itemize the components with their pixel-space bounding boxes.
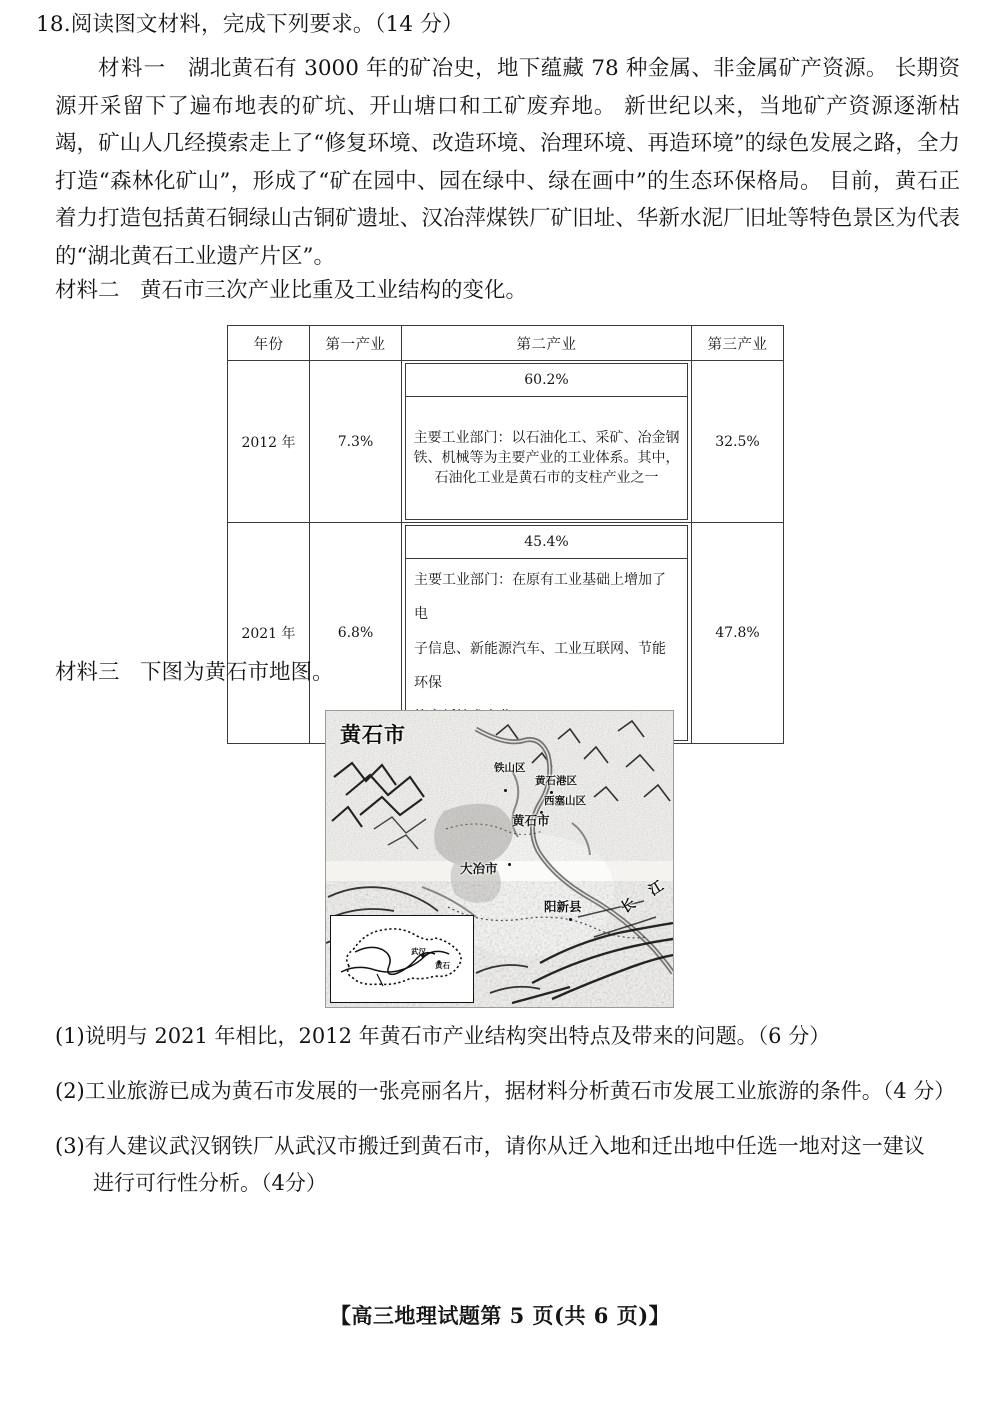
cell-secondary-desc-2012: 主要工业部门：以石油化工、采矿、冶金钢铁、机械等为主要产业的工业体系。其中，石油化工业是黄石市的支柱产业之一 [406, 397, 688, 520]
sub-question-3 [55, 1128, 965, 1202]
map-label-yangtze-river: 长 江 [618, 874, 673, 917]
sub-question-3-line1: 有人建议武汉钢铁厂从武汉市搬迁到黄石市，请你从迁入地和迁出地中任选一地对这一建议 [84, 1134, 925, 1158]
inset-label-huangshi: 黄石 [435, 961, 450, 970]
map-label-huangshi-city: 黄石市 [512, 813, 550, 828]
sub-question-2 [55, 1073, 965, 1110]
header-year: 年份 [228, 326, 310, 361]
cell-primary-2021: 6.8% [310, 523, 402, 744]
sub-question-2-text: 工业旅游已成为黄石市发展的一张亮丽名片，据材料分析黄石市发展工业旅游的条件。（4 分） [84, 1079, 956, 1103]
table-row [228, 361, 784, 523]
material-two-label: 材料二 [55, 278, 120, 303]
sub-question-1-text: 说明与 2021 年相比，2012 年黄石市产业结构突出特点及带来的问题。（6 分） [84, 1024, 831, 1048]
sub-question-3-number: (3) [55, 1134, 85, 1158]
inset-province-outline [331, 916, 473, 1002]
map-inset-hubei-locator [330, 915, 474, 1003]
inset-label-wuhan: 武汉 [411, 947, 426, 956]
desc-line: 主要工业部门：在原有工业基础上增加了电 [414, 572, 666, 623]
map-label-yangxin-county: 阳新县 [544, 899, 582, 914]
material-three-text: 下图为黄石市地图。 [140, 660, 334, 685]
map-dot-tieshan [504, 789, 507, 792]
cell-secondary-pct-2012: 60.2% [406, 364, 688, 397]
material-one-paragraph [55, 50, 960, 275]
cell-year-2012: 2012 年 [228, 361, 310, 523]
material-three-label: 材料三 [55, 660, 120, 685]
sub-question-2-number: (2) [55, 1079, 85, 1103]
map-dot-yangxin [569, 918, 572, 921]
map-title: 黄石市 [340, 723, 406, 747]
table-header-row [228, 326, 784, 361]
material-one-text: 湖北黄石有 3000 年的矿冶史，地下蕴藏 78 种金属、非金属矿产资源。 长期资源开采留下了遍布地表的矿坑、开山塘口和工矿废弃地。 新世纪以来，当地矿产资源逐渐枯竭，矿山人几经摸索走上了“修复环境、改造环境、治理环境、再造环境”的绿色发展之路，全力打造“森林化矿山”，形成了“矿在园中、园在绿中、绿在画中”的生态环保格局。 目前，黄石正着力打造包括黄石铜绿山古铜矿遗址、汉冶萍煤铁厂矿旧址、华新水泥厂旧址等特色景区为代表的“湖北黄石工业遗产片区”。 [55, 56, 960, 269]
cell-primary-2012: 7.3% [310, 361, 402, 523]
map-label-daye-city: 大冶市 [460, 861, 498, 876]
cell-secondary-pct-2021: 45.4% [406, 526, 688, 559]
cell-tertiary-2012: 32.5% [692, 361, 784, 523]
material-one-label: 材料一 [98, 56, 167, 81]
sub-question-1-number: (1) [55, 1024, 85, 1048]
huangshi-map-figure [325, 710, 674, 1008]
map-label-tieshan-district: 铁山区 [494, 762, 526, 774]
header-primary-industry: 第一产业 [310, 326, 402, 361]
sub-question-1 [55, 1018, 965, 1055]
map-label-huangshigang-district: 黄石港区 [535, 775, 577, 787]
desc-line: 子信息、新能源汽车、工业互联网、节能环保 [414, 640, 666, 691]
map-dot-daye [508, 863, 511, 866]
sub-question-3-line2: 进行可行性分析。（4分） [93, 1171, 327, 1195]
question-number-line: 18.阅读图文材料，完成下列要求。（14 分） [36, 12, 464, 37]
material-three-line [55, 662, 334, 684]
material-two-line [55, 280, 527, 302]
map-label-xisaishan-district: 西塞山区 [544, 795, 586, 807]
cell-secondary-2012 [402, 361, 692, 523]
material-two-text: 黄石市三次产业比重及工业结构的变化。 [140, 278, 528, 303]
header-tertiary-industry: 第三产业 [692, 326, 784, 361]
cell-tertiary-2021: 47.8% [692, 523, 784, 744]
page-footer: 【高三地理试题第 5 页(共 6 页)】 [329, 1303, 671, 1328]
header-secondary-industry: 第二产业 [402, 326, 692, 361]
cell-year-2021: 2021 年 [228, 523, 310, 744]
